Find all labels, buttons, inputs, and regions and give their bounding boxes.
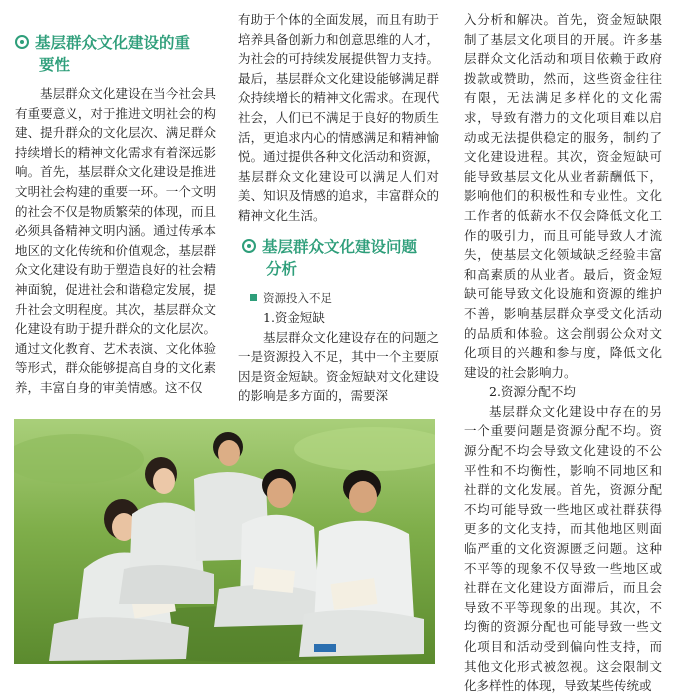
heading-line1: 基层群众文化建设问题	[262, 238, 418, 256]
item2-text: 基层群众文化建设中存在的另一个重要问题是资源分配不均。资源分配不均会导致文化建设的不公平性和不均衡性，影响不同地区和社群的文化发展。首先，资源分配不均可能导致一些地区或社群获得更多的文化支持，而其他地区则面临严重的文化资源匮乏问题。这种不平等的现象不仅导致一些地区或社群在文化建设方面滞后，而且会导致不平等现象的出现。其次，不均衡的资源分配也可能导致一些文化项目和活动受到偏向性支持，而其他文化形式被忽视。这会限制文化多样性的体现，导致某些传统或	[464, 403, 662, 694]
section-heading-problems	[242, 236, 447, 280]
item1-text-part1: 基层群众文化建设存在的问题之一是资源投入不足，其中一个主要原因是资金短缺。资金短缺对文化建设的影响是多方面的，需要深	[238, 329, 439, 404]
paragraph-importance: 基层群众文化建设在当今社会具有重要意义，对于推进文明社会的构建、提升群众的文化层次、满足群众持续增长的精神文化需求有着深远影响。首先，基层群众文化建设是推进文明社会构建的重要一环。一个文明的社会不仅是物质繁荣的体现，而且必须具备精神文明内涵。通过传承本地区的文化传统和价值观念，基层群众文化建设有助于塑造良好的社会精神面貌，促进社会和谐稳定发展，提升社会文明程度。其次，基层群众文化建设有助于提升群众的文化层次。通过文化教育、艺术表演、文化体验等形式，群众能够提高自身的文化素养，丰富自身的审美情感。这不仅	[15, 86, 216, 395]
bullet-circle-icon	[15, 35, 29, 49]
column-3	[464, 10, 662, 696]
item1-title: 1.资金短缺	[263, 310, 325, 325]
item1-text-part2: 入分析和解决。首先，资金短缺限制了基层文化项目的开展。许多基层群众文化活动和项目依赖于政府拨款或赞助，然而，这些资金往往有限，无法满足多样化的文化需求，导致有潜力的文化项目难以启动或无法提供稳定的服务，制约了文化建设进程。其次，资金短缺可能导致基层文化从业者薪酬低下，影响他们的积极性和专业性。文化工作者的低薪水不仅会降低文化工作的吸引力，而且可能导致人才流失，使基层文化领域缺乏经验丰富和高素质的从业者。最后，资金短缺可能导致文化设施和资源的维护不善，影响基层群众享受文化活动的品质和体验。这会削弱公众对文化项目的兴趣和参与度，降低文化建设的社会影响力。	[464, 12, 662, 380]
subheading-text: 资源投入不足	[263, 291, 332, 305]
group-reading-photo	[14, 419, 435, 664]
bullet-circle-icon	[242, 239, 256, 253]
item2-title: 2.资源分配不均	[489, 384, 576, 400]
column-1	[15, 84, 216, 398]
heading-line2: 分析	[266, 260, 298, 278]
column-2-lower	[238, 308, 439, 406]
square-bullet-icon	[250, 294, 257, 301]
heading-line1: 基层群众文化建设的重	[35, 34, 191, 52]
paragraph-importance-continued: 有助于个体的全面发展，而且有助于培养具备创新力和创意思维的人才，为社会的可持续发展提供智力支持。最后，基层群众文化建设能够满足群众持续增长的精神文化需求。在现代社会，人们已不满足于良好的物质生活，更追求内心的情感满足和精神愉悦。通过提供各种文化活动和资源，基层群众文化建设可以满足人们对美、知识及情感的追求，丰富群众的精神文化生活。	[238, 12, 439, 223]
subheading-resource-input	[250, 290, 332, 306]
section-heading-importance	[15, 32, 225, 76]
photo-illustration	[14, 419, 435, 664]
heading-line2: 要性	[39, 56, 71, 74]
column-2	[238, 10, 439, 226]
